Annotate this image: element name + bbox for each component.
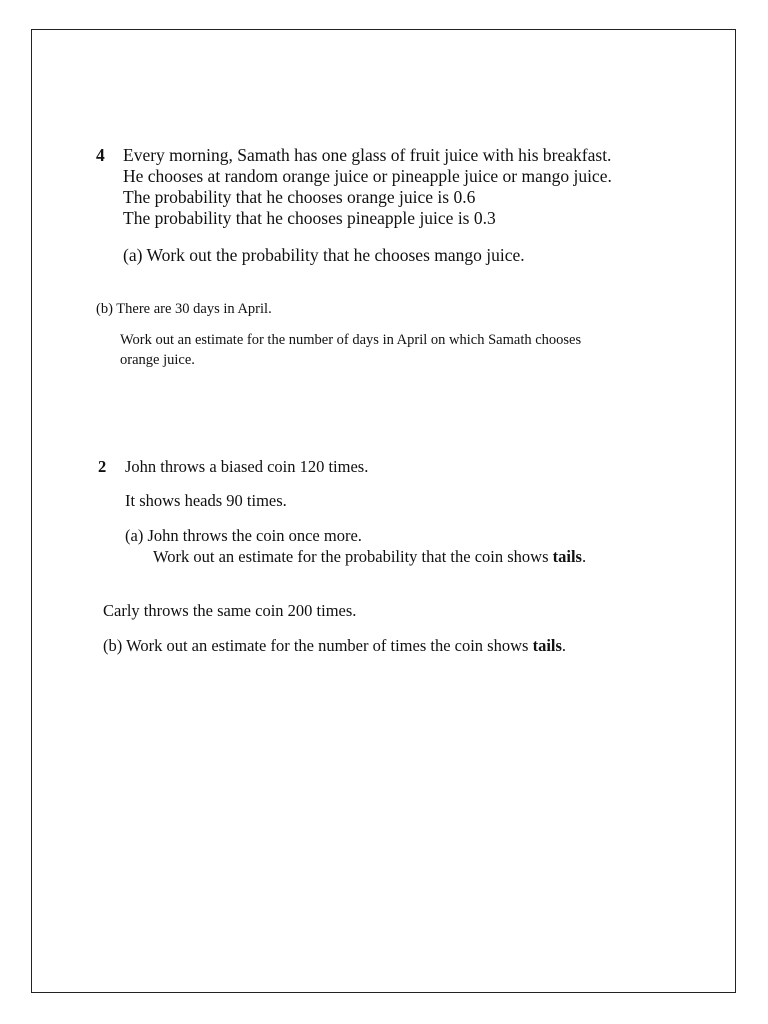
question-4-line-2: He chooses at random orange juice or pineapple juice or mango juice. (123, 166, 612, 186)
question-2-part-a-text: Work out an estimate for the probability that the coin shows (153, 547, 553, 566)
question-2-line-1: John throws a biased coin 120 times. (125, 457, 369, 476)
question-2-part-b-period: . (561, 636, 567, 655)
question-4-line-1: Every morning, Samath has one glass of fruit juice with his breakfast. (123, 145, 612, 165)
question-4-line-3: The probability that he chooses orange juice is 0.6 (123, 187, 476, 207)
question-2-part-a-tails: tails (552, 547, 582, 566)
question-2-number: 2 (98, 457, 107, 476)
question-4-number: 4 (96, 145, 105, 165)
question-4-part-b-intro: (b) There are 30 days in April. (96, 301, 272, 317)
question-4-part-a: (a) Work out the probability that he chooses mango juice. (123, 245, 525, 265)
question-4-line-4: The probability that he chooses pineapple juice is 0.3 (123, 208, 496, 228)
question-2-part-a-line-1: (a) John throws the coin once more. (125, 526, 362, 545)
question-4-part-b-line-2: orange juice. (120, 352, 195, 368)
question-2-carly-line: Carly throws the same coin 200 times. (103, 601, 357, 620)
question-2-part-b-text: (b) Work out an estimate for the number of times the coin shows (103, 636, 533, 655)
question-2-part-a-period: . (581, 547, 587, 566)
question-2-part-a-line-2 (153, 546, 586, 568)
question-2-part-b (103, 635, 566, 657)
question-4-part-b-line-1: Work out an estimate for the number of days in April on which Samath chooses (120, 332, 582, 348)
question-2-line-2: It shows heads 90 times. (125, 491, 287, 510)
question-2-part-b-tails: tails (532, 636, 562, 655)
